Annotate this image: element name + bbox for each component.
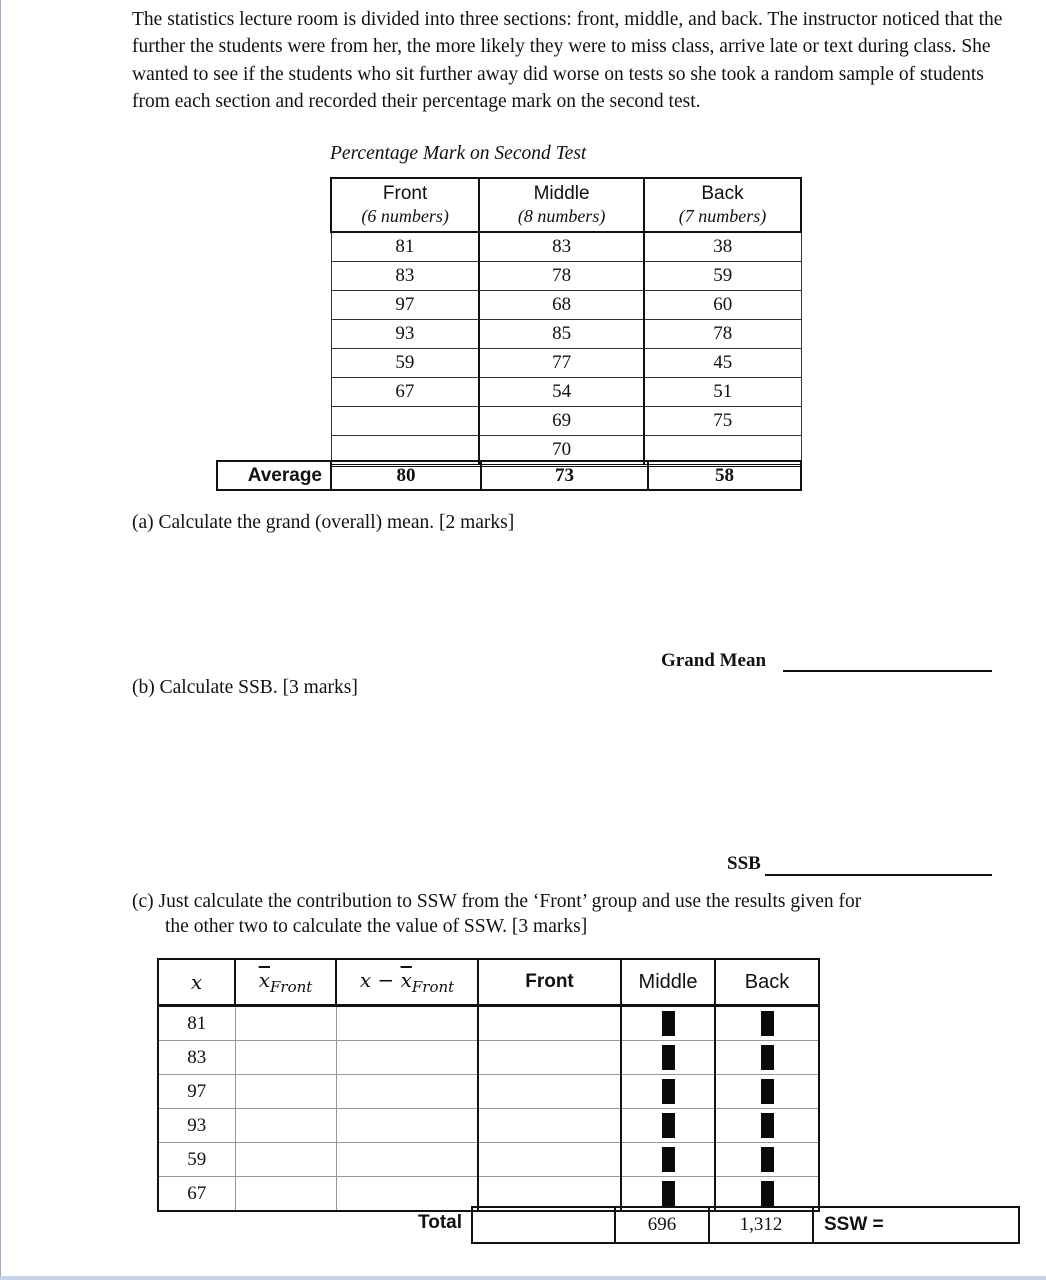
table-row [331, 232, 801, 262]
mark-cell: 85 [479, 320, 644, 349]
deviation-cell[interactable] [336, 1177, 478, 1212]
total-middle: 696 [614, 1208, 708, 1242]
mark-cell: 54 [479, 378, 644, 407]
mark-cell: 38 [644, 232, 801, 262]
front-cell[interactable] [478, 1006, 621, 1041]
xbar-cell[interactable] [235, 1041, 336, 1075]
back-cell [715, 1006, 819, 1041]
mark-cell: 78 [479, 262, 644, 291]
mark-cell: 93 [331, 320, 479, 349]
total-front[interactable] [473, 1208, 614, 1242]
problem-intro: The statistics lecture room is divided into three sections: front, middle, and back. The instructor noticed that the further the students were from her, the more likely they were to miss class, arrive late or text during class. She wanted to see if the students who sit further away did worse on tests so she took a random sample of students from each section and recorded their percentage mark on the second test. [132, 9, 1003, 113]
mark-cell: 51 [644, 378, 801, 407]
table-row [331, 349, 801, 378]
mark-cell: 67 [331, 378, 479, 407]
redacted-block-icon [761, 1147, 774, 1172]
middle-cell [621, 1109, 715, 1143]
mark-cell: 75 [644, 407, 801, 436]
mark-cell: 60 [644, 291, 801, 320]
table-row [331, 407, 801, 436]
average-middle: 73 [480, 462, 647, 489]
x-value: 93 [158, 1109, 235, 1143]
question-b: (b) Calculate SSB. [3 marks] [132, 677, 358, 698]
average-front: 80 [330, 462, 480, 489]
deviation-cell[interactable] [336, 1109, 478, 1143]
column-count: (7 numbers) [678, 206, 767, 226]
middle-cell [621, 1143, 715, 1177]
table-row [158, 1075, 819, 1109]
deviation-cell[interactable] [336, 1143, 478, 1177]
ssb-label: SSB [727, 853, 761, 874]
table-row [331, 291, 801, 320]
front-cell[interactable] [478, 1041, 621, 1075]
redacted-block-icon [761, 1045, 774, 1070]
header-middle: Middle [621, 959, 715, 1006]
xbar-cell[interactable] [235, 1006, 336, 1041]
redacted-block-icon [761, 1079, 774, 1104]
deviation-cell[interactable] [336, 1006, 478, 1041]
redacted-block-icon [662, 1045, 675, 1070]
ssw-cell[interactable] [812, 1208, 1018, 1242]
back-cell [715, 1109, 819, 1143]
header-xbar-front: $\overline{x}_{Front}$ [235, 959, 336, 1006]
deviation-cell[interactable] [336, 1041, 478, 1075]
total-label: Total [418, 1212, 462, 1233]
header-x: x [158, 959, 235, 1006]
mark-cell: 59 [331, 349, 479, 378]
column-header-front [331, 178, 479, 232]
header-deviation: $x - \overline{x}_{Front}$ [336, 959, 478, 1006]
total-back: 1,312 [708, 1208, 812, 1242]
table-row [331, 320, 801, 349]
redacted-block-icon [761, 1113, 774, 1138]
ssw-table [157, 958, 820, 1212]
total-row [471, 1206, 1020, 1244]
mark-cell: 45 [644, 349, 801, 378]
redacted-block-icon [761, 1011, 774, 1036]
table-row [158, 1109, 819, 1143]
x-value: 97 [158, 1075, 235, 1109]
redacted-block-icon [662, 1079, 675, 1104]
mark-cell [331, 407, 479, 436]
average-label: Average [247, 464, 322, 486]
mark-cell: 77 [479, 349, 644, 378]
front-cell[interactable] [478, 1143, 621, 1177]
table-row [158, 1143, 819, 1177]
grand-mean-label: Grand Mean [661, 650, 767, 671]
back-cell [715, 1041, 819, 1075]
middle-cell [621, 1075, 715, 1109]
question-c-line2: the other two to calculate the value of SSW. [3 marks] [165, 916, 588, 937]
x-value: 67 [158, 1177, 235, 1212]
average-back: 58 [647, 462, 800, 489]
middle-cell [621, 1006, 715, 1041]
average-row [216, 460, 802, 491]
x-value: 59 [158, 1143, 235, 1177]
table-caption: Percentage Mark on Second Test [330, 143, 587, 164]
xbar-cell[interactable] [235, 1075, 336, 1109]
page-edge-bottom [0, 1276, 1046, 1280]
mark-cell: 78 [644, 320, 801, 349]
mark-cell: 83 [479, 232, 644, 262]
ssb-answer-line[interactable] [765, 874, 992, 876]
column-header-middle [479, 178, 644, 232]
header-front: Front [478, 959, 621, 1006]
column-count: (8 numbers) [517, 206, 606, 226]
redacted-block-icon [662, 1011, 675, 1036]
x-value: 81 [158, 1006, 235, 1041]
redacted-block-icon [761, 1181, 774, 1206]
back-cell [715, 1075, 819, 1109]
xbar-cell[interactable] [235, 1177, 336, 1212]
deviation-cell[interactable] [336, 1075, 478, 1109]
table-row [331, 378, 801, 407]
redacted-block-icon [662, 1113, 675, 1138]
mark-cell: 81 [331, 232, 479, 262]
grand-mean-answer-line[interactable] [783, 670, 992, 672]
table-row [158, 1041, 819, 1075]
question-a: (a) Calculate the grand (overall) mean. [2 marks] [132, 512, 515, 533]
back-cell [715, 1143, 819, 1177]
front-cell[interactable] [478, 1109, 621, 1143]
x-value: 83 [158, 1041, 235, 1075]
redacted-block-icon [662, 1147, 675, 1172]
redacted-block-icon [662, 1181, 675, 1206]
middle-cell [621, 1041, 715, 1075]
question-c-line1: (c) Just calculate the contribution to SSW from the ‘Front’ group and use the results given for [132, 891, 862, 912]
mark-cell: 59 [644, 262, 801, 291]
front-cell[interactable] [478, 1075, 621, 1109]
xbar-cell[interactable] [235, 1143, 336, 1177]
table-row [158, 1006, 819, 1041]
xbar-cell[interactable] [235, 1109, 336, 1143]
marks-table [330, 177, 802, 467]
header-back: Back [715, 959, 819, 1006]
column-name: Middle [533, 183, 590, 204]
page-edge [0, 0, 1, 1278]
table-row [331, 262, 801, 291]
mark-cell: 69 [479, 407, 644, 436]
mark-cell: 68 [479, 291, 644, 320]
mark-cell: 70 [479, 436, 644, 466]
column-count: (6 numbers) [361, 206, 449, 226]
mark-cell: 97 [331, 291, 479, 320]
mark-cell: 83 [331, 262, 479, 291]
ssw-label: SSW = [824, 1214, 884, 1235]
column-name: Front [382, 183, 428, 204]
column-name: Back [701, 183, 744, 204]
column-header-back [644, 178, 801, 232]
